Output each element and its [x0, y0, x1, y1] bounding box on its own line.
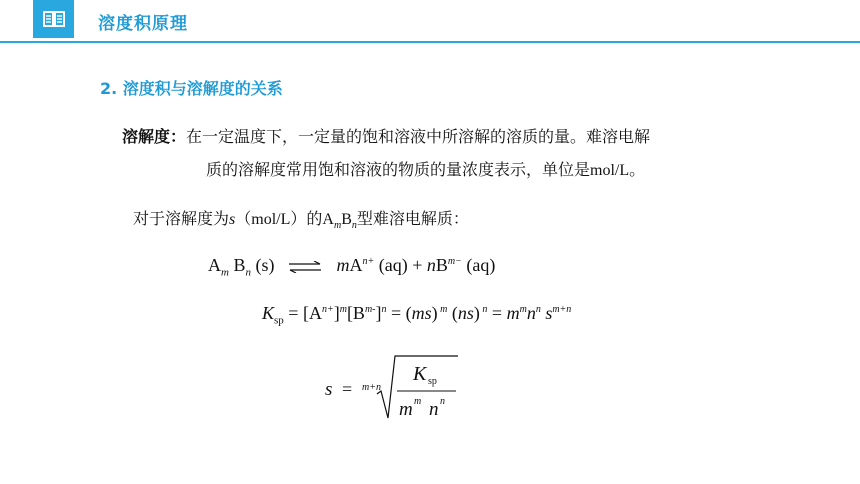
ksp-equals2: = (: [386, 303, 412, 323]
header-bar: [0, 0, 860, 42]
equilibrium-equation: [208, 255, 495, 279]
intro-de: 的: [306, 209, 323, 228]
eq-left-sub-m: m: [221, 266, 229, 279]
definition-unit: mol/L: [590, 162, 630, 179]
eq-right-B: B: [435, 255, 448, 275]
ksp-mm-base: m: [506, 303, 520, 323]
definition-line-1: [122, 124, 650, 147]
intro-prefix: 对于溶解度为: [133, 209, 230, 228]
solubility-formula: [325, 352, 475, 422]
eq-left-A: A: [208, 255, 221, 275]
eq-left-state: (s): [250, 255, 275, 275]
ksp-nn-base: n: [526, 303, 536, 323]
ksp-eq-open: = [A: [283, 303, 322, 323]
intro-var-s: s: [229, 211, 236, 228]
ksp-s: s: [540, 303, 553, 323]
eq-left-B: B: [228, 255, 246, 275]
ksp-A-charge: n+: [321, 304, 334, 315]
book-icon: [43, 10, 65, 28]
equilibrium-arrows-icon: [288, 261, 322, 273]
intro-B: B: [341, 211, 352, 228]
intro-sub-m: m: [333, 220, 342, 232]
ksp-exp-m2: m: [437, 304, 448, 315]
sol-num-sp: sp: [428, 376, 437, 387]
sol-num-K: K: [413, 363, 427, 385]
ksp-close1: ]: [333, 303, 340, 323]
definition-text-1: 在一定温度下，一定量的饱和溶液中所溶解的溶质的量。难溶电解: [186, 127, 651, 146]
eq-right-coef-m: m: [336, 255, 350, 275]
sol-den-n: n: [429, 399, 439, 420]
definition-line-2: [206, 157, 645, 180]
sol-den-n-exp: n: [440, 396, 445, 407]
header-divider: [0, 41, 860, 43]
ksp-nn-exp: n: [535, 304, 541, 315]
intro-unit: mol/L: [251, 211, 291, 228]
ksp-open-B: [B: [346, 303, 365, 323]
book-icon-tile: [33, 0, 74, 38]
eq-right-coef-n: n: [426, 255, 436, 275]
definition-end: 。: [629, 160, 646, 179]
ksp-mm-exp: m: [519, 304, 527, 315]
eq-right-A-charge: n+: [362, 256, 375, 267]
ksp-exp-m: m: [339, 304, 347, 315]
sol-root-index: m+n: [362, 382, 381, 393]
intro-line: [133, 206, 469, 231]
intro-paren-close: ）: [290, 209, 307, 228]
intro-suffix: 型难溶电解质：: [356, 209, 469, 228]
eq-right-B-state: (aq): [461, 255, 496, 275]
ksp-exp-n2: n: [479, 304, 488, 315]
ksp-close2: ]: [375, 303, 382, 323]
ksp-equals3: =: [487, 303, 507, 323]
eq-right-A-state: (aq) +: [374, 255, 427, 275]
definition-text-2: 质的溶解度常用饱和溶液的物质的量浓度表示，单位是: [206, 160, 591, 179]
ksp-exp-n: n: [381, 304, 387, 315]
eq-right-A: A: [349, 255, 363, 275]
ksp-s-exp: m+n: [552, 304, 572, 315]
sol-den-m: m: [399, 399, 413, 420]
definition-term: 溶解度：: [122, 127, 187, 146]
intro-A: A: [322, 211, 334, 228]
ksp-ns: ns: [457, 303, 474, 323]
ksp-B-charge: m-: [364, 304, 376, 315]
header-title: 溶度积原理: [98, 14, 188, 34]
intro-sub-n: n: [351, 220, 357, 232]
sol-s: s: [325, 379, 333, 400]
eq-right-B-charge: m−: [447, 256, 462, 267]
section-title: 2. 溶度积与溶解度的关系: [100, 79, 283, 98]
sol-den-m-exp: m: [414, 396, 422, 407]
sol-equals: =: [342, 379, 353, 399]
intro-paren-open: （: [235, 209, 252, 228]
eq-left-sub-n: n: [245, 266, 251, 279]
ksp-close4: ): [473, 303, 480, 323]
ksp-close3: ): [431, 303, 438, 323]
ksp-K: K: [262, 303, 275, 323]
ksp-open4: (: [447, 303, 458, 323]
ksp-sub-sp: sp: [274, 314, 284, 327]
ksp-ms: ms: [411, 303, 432, 323]
ksp-expression: [262, 303, 571, 327]
